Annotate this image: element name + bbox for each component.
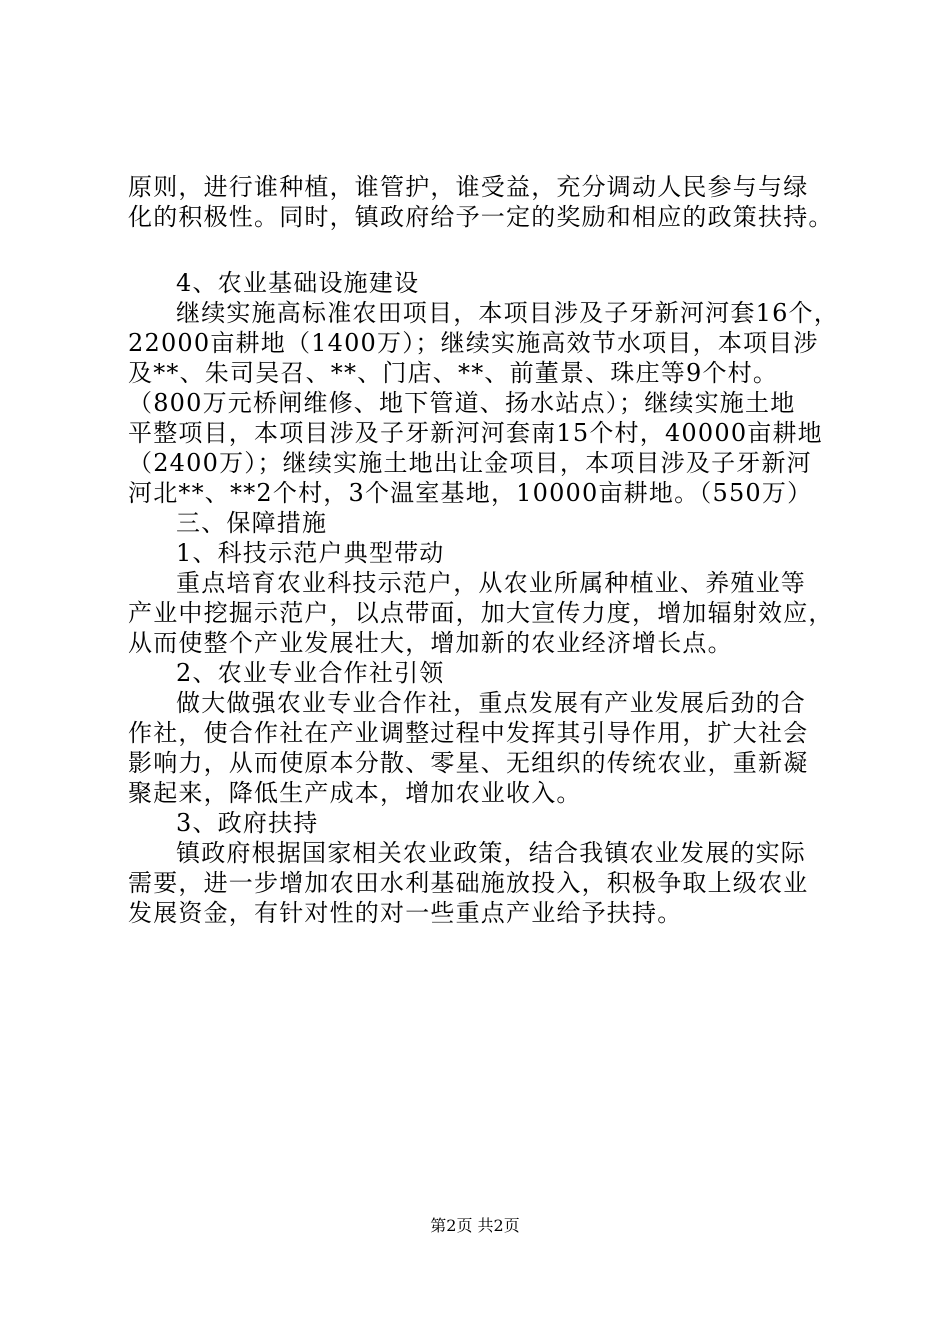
paragraph-line: 重点培育农业科技示范户，从农业所属种植业、养殖业等 — [176, 569, 806, 597]
paragraph-line: 作社，使合作社在产业调整过程中发挥其引导作用，扩大社会 — [128, 719, 809, 747]
paragraph-line: 从而使整个产业发展壮大，增加新的农业经济增长点。 — [128, 629, 733, 657]
section-heading: 4、农业基础设施建设 — [176, 269, 420, 297]
paragraph-line: 继续实施高标准农田项目，本项目涉及子牙新河河套16个， — [176, 299, 839, 327]
document-body — [128, 172, 839, 928]
paragraph-line: 聚起来，降低生产成本，增加农业收入。 — [128, 779, 582, 807]
paragraph-line: （2400万）；继续实施土地出让金项目，本项目涉及子牙新河 — [128, 449, 812, 477]
paragraph-line: 做大做强农业专业合作社，重点发展有产业发展后劲的合 — [176, 689, 806, 717]
paragraph-line: 需要，进一步增加农田水利基础施放投入，积极争取上级农业 — [128, 869, 809, 897]
subsection-heading: 1、科技示范户典型带动 — [176, 539, 445, 567]
page-footer: 第2页 共2页 — [430, 1216, 520, 1235]
paragraph-line: 及**、朱司吴召、**、门店、**、前董景、珠庄等9个村。 — [128, 359, 779, 387]
paragraph-line: 发展资金，有针对性的对一些重点产业给予扶持。 — [128, 899, 683, 927]
paragraph-line: 产业中挖掘示范户，以点带面，加大宣传力度，增加辐射效应， — [128, 599, 834, 627]
paragraph-line: 化的积极性。同时，镇政府给予一定的奖励和相应的政策扶持。 — [128, 203, 834, 231]
subsection-heading: 2、农业专业合作社引领 — [176, 659, 445, 687]
paragraph-spacer — [128, 232, 828, 268]
paragraph-line: 22000亩耕地（1400万）；继续实施高效节水项目，本项目涉 — [128, 329, 819, 357]
paragraph-line: 河北**、**2个村，3个温室基地，10000亩耕地。（550万） — [128, 479, 813, 507]
paragraph-line: 原则，进行谁种植，谁管护，谁受益，充分调动人民参与与绿 — [128, 173, 809, 201]
paragraph-line: 影响力，从而使原本分散、零星、无组织的传统农业，重新凝 — [128, 749, 809, 777]
paragraph-line: 平整项目，本项目涉及子牙新河河套南15个村，40000亩耕地 — [128, 419, 823, 447]
paragraph-line: （800万元桥闸维修、地下管道、扬水站点）；继续实施土地 — [128, 389, 796, 417]
section-heading: 三、保障措施 — [176, 509, 328, 537]
subsection-heading: 3、政府扶持 — [176, 809, 319, 837]
paragraph-line: 镇政府根据国家相关农业政策，结合我镇农业发展的实际 — [176, 839, 806, 867]
